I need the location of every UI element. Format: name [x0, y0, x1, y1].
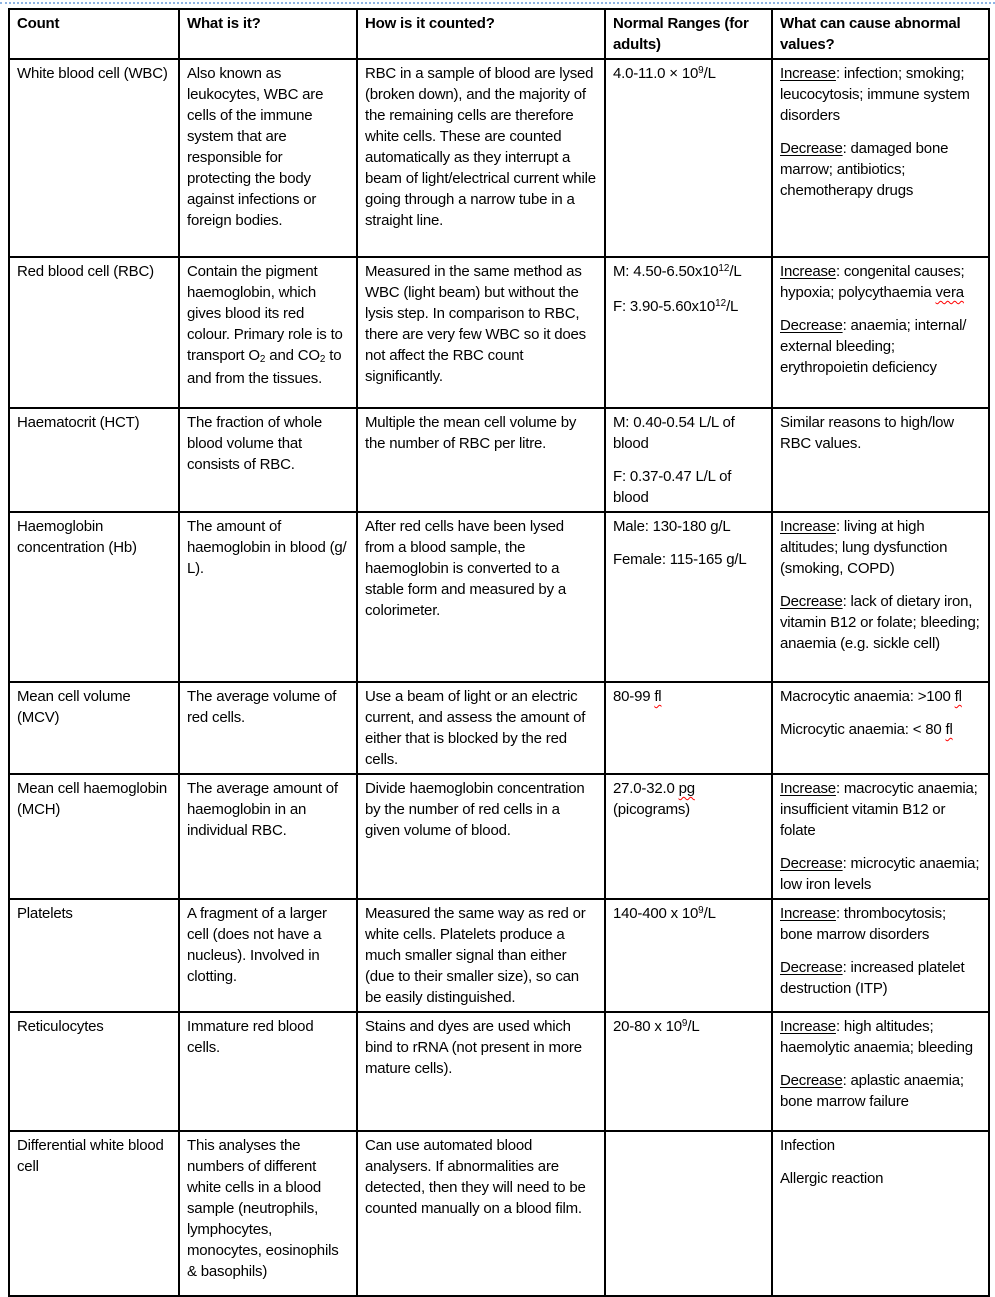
- cell-differential-wbc-what-is-it: This analyses the numbers of different white cells in a blood sample (neutrophils, lymphocytes, monocytes, eosinophils & basophils): [179, 1131, 357, 1296]
- cell-mch-abnormal-causes: Increase: macrocytic anaemia; insufficient vitamin B12 or folate Decrease: microcytic anaemia; low iron levels: [772, 774, 989, 899]
- cell-mch-normal-ranges: 27.0-32.0 pg (picograms): [605, 774, 772, 899]
- column-header-what-is-it: What is it?: [179, 9, 357, 59]
- cell-wbc-what-is-it: Also known as leukocytes, WBC are cells of the immune system that are responsible for protecting the body against infections or foreign bodies.: [179, 59, 357, 257]
- row-reticulocytes: [9, 1012, 989, 1131]
- row-rbc: [9, 257, 989, 408]
- cell-reticulocytes-how-counted: Stains and dyes are used which bind to rRNA (not present in more mature cells).: [357, 1012, 605, 1131]
- column-header-count: Count: [9, 9, 179, 59]
- cell-reticulocytes-abnormal-causes: Increase: high altitudes; haemolytic anaemia; bleeding Decrease: aplastic anaemia; bone marrow failure: [772, 1012, 989, 1131]
- column-header-abnormal-causes: What can cause abnormal values?: [772, 9, 989, 59]
- cell-wbc-count: White blood cell (WBC): [9, 59, 179, 257]
- page-top-boundary-marker: [0, 2, 995, 4]
- cell-reticulocytes-count: Reticulocytes: [9, 1012, 179, 1131]
- cell-hb-normal-ranges: Male: 130-180 g/L Female: 115-165 g/L: [605, 512, 772, 682]
- header-row: [9, 9, 989, 59]
- cell-rbc-what-is-it: Contain the pigment haemoglobin, which gives blood its red colour. Primary role is to transport O2 and CO2 to and from the tissues.: [179, 257, 357, 408]
- cell-hct-count: Haematocrit (HCT): [9, 408, 179, 512]
- cell-platelets-how-counted: Measured the same way as red or white cells. Platelets produce a much smaller signal than either (due to their smaller size), so can be easily distinguished.: [357, 899, 605, 1012]
- cell-hb-count: Haemoglobin concentration (Hb): [9, 512, 179, 682]
- cell-rbc-how-counted: Measured in the same method as WBC (light beam) but without the lysis step. In comparison to RBC, there are very few WBC so it does not affect the RBC count significantly.: [357, 257, 605, 408]
- table-body: [9, 59, 989, 1296]
- cell-mch-how-counted: Divide haemoglobin concentration by the number of red cells in a given volume of blood.: [357, 774, 605, 899]
- cell-platelets-abnormal-causes: Increase: thrombocytosis; bone marrow disorders Decrease: increased platelet destruction (ITP): [772, 899, 989, 1012]
- cell-rbc-count: Red blood cell (RBC): [9, 257, 179, 408]
- cell-wbc-normal-ranges: $4.0-11.0 \times 10^9/L$: [605, 59, 772, 257]
- cell-hct-normal-ranges: M: 0.40-0.54 L/L of blood F: 0.37-0.47 L/L of blood: [605, 408, 772, 512]
- row-mch: [9, 774, 989, 899]
- row-wbc: [9, 59, 989, 257]
- cell-wbc-how-counted: RBC in a sample of blood are lysed (broken down), and the majority of the remaining cells are therefore white cells. These are counted automatically as they interrupt a beam of light/electrical current while going through a narrow tube in a straight line.: [357, 59, 605, 257]
- cell-mcv-count: Mean cell volume (MCV): [9, 682, 179, 774]
- cell-differential-wbc-normal-ranges: [605, 1131, 772, 1296]
- cell-reticulocytes-what-is-it: Immature red blood cells.: [179, 1012, 357, 1131]
- row-mcv: [9, 682, 989, 774]
- cell-mcv-how-counted: Use a beam of light or an electric current, and assess the amount of either that is blocked by the red cells.: [357, 682, 605, 774]
- column-header-normal-ranges: Normal Ranges (for adults): [605, 9, 772, 59]
- cell-platelets-what-is-it: A fragment of a larger cell (does not have a nucleus). Involved in clotting.: [179, 899, 357, 1012]
- row-differential-wbc: [9, 1131, 989, 1296]
- row-platelets: [9, 899, 989, 1012]
- cell-hct-what-is-it: The fraction of whole blood volume that consists of RBC.: [179, 408, 357, 512]
- blood-count-table: [8, 8, 990, 1297]
- cell-reticulocytes-normal-ranges: 20-80 x $10^9/L$: [605, 1012, 772, 1131]
- cell-mcv-normal-ranges: 80-99 fl: [605, 682, 772, 774]
- cell-mcv-abnormal-causes: Macrocytic anaemia: >100 fl Microcytic anaemia: < 80 fl: [772, 682, 989, 774]
- cell-rbc-normal-ranges: M: $4.50-6.50x10^{12}/L$ F: $3.90-5.60x10^{12}/L$: [605, 257, 772, 408]
- row-hb: [9, 512, 989, 682]
- cell-mch-what-is-it: The average amount of haemoglobin in an individual RBC.: [179, 774, 357, 899]
- column-header-how-counted: How is it counted?: [357, 9, 605, 59]
- cell-differential-wbc-how-counted: Can use automated blood analysers. If abnormalities are detected, then they will need to be counted manually on a blood film.: [357, 1131, 605, 1296]
- cell-wbc-abnormal-causes: Increase: infection; smoking; leucocytosis; immune system disorders Decrease: damaged bone marrow; antibiotics; chemotherapy drugs: [772, 59, 989, 257]
- cell-hct-how-counted: Multiple the mean cell volume by the number of RBC per litre.: [357, 408, 605, 512]
- cell-hb-what-is-it: The amount of haemoglobin in blood (g/L).: [179, 512, 357, 682]
- cell-differential-wbc-count: Differential white blood cell: [9, 1131, 179, 1296]
- cell-mch-count: Mean cell haemoglobin (MCH): [9, 774, 179, 899]
- row-hct: [9, 408, 989, 512]
- cell-platelets-count: Platelets: [9, 899, 179, 1012]
- cell-hb-how-counted: After red cells have been lysed from a blood sample, the haemoglobin is converted to a stable form and measured by a colorimeter.: [357, 512, 605, 682]
- cell-mcv-what-is-it: The average volume of red cells.: [179, 682, 357, 774]
- cell-rbc-abnormal-causes: Increase: congenital causes; hypoxia; polycythaemia vera Decrease: anaemia; internal/external bleeding; erythropoietin deficiency: [772, 257, 989, 408]
- cell-hct-abnormal-causes: Similar reasons to high/low RBC values.: [772, 408, 989, 512]
- document-page: [0, 2, 995, 1297]
- cell-platelets-normal-ranges: 140-400 x $10^9/L$: [605, 899, 772, 1012]
- cell-differential-wbc-abnormal-causes: Infection Allergic reaction: [772, 1131, 989, 1296]
- cell-hb-abnormal-causes: Increase: living at high altitudes; lung dysfunction (smoking, COPD) Decrease: lack of dietary iron, vitamin B12 or folate; bleeding; anaemia (e.g. sickle cell): [772, 512, 989, 682]
